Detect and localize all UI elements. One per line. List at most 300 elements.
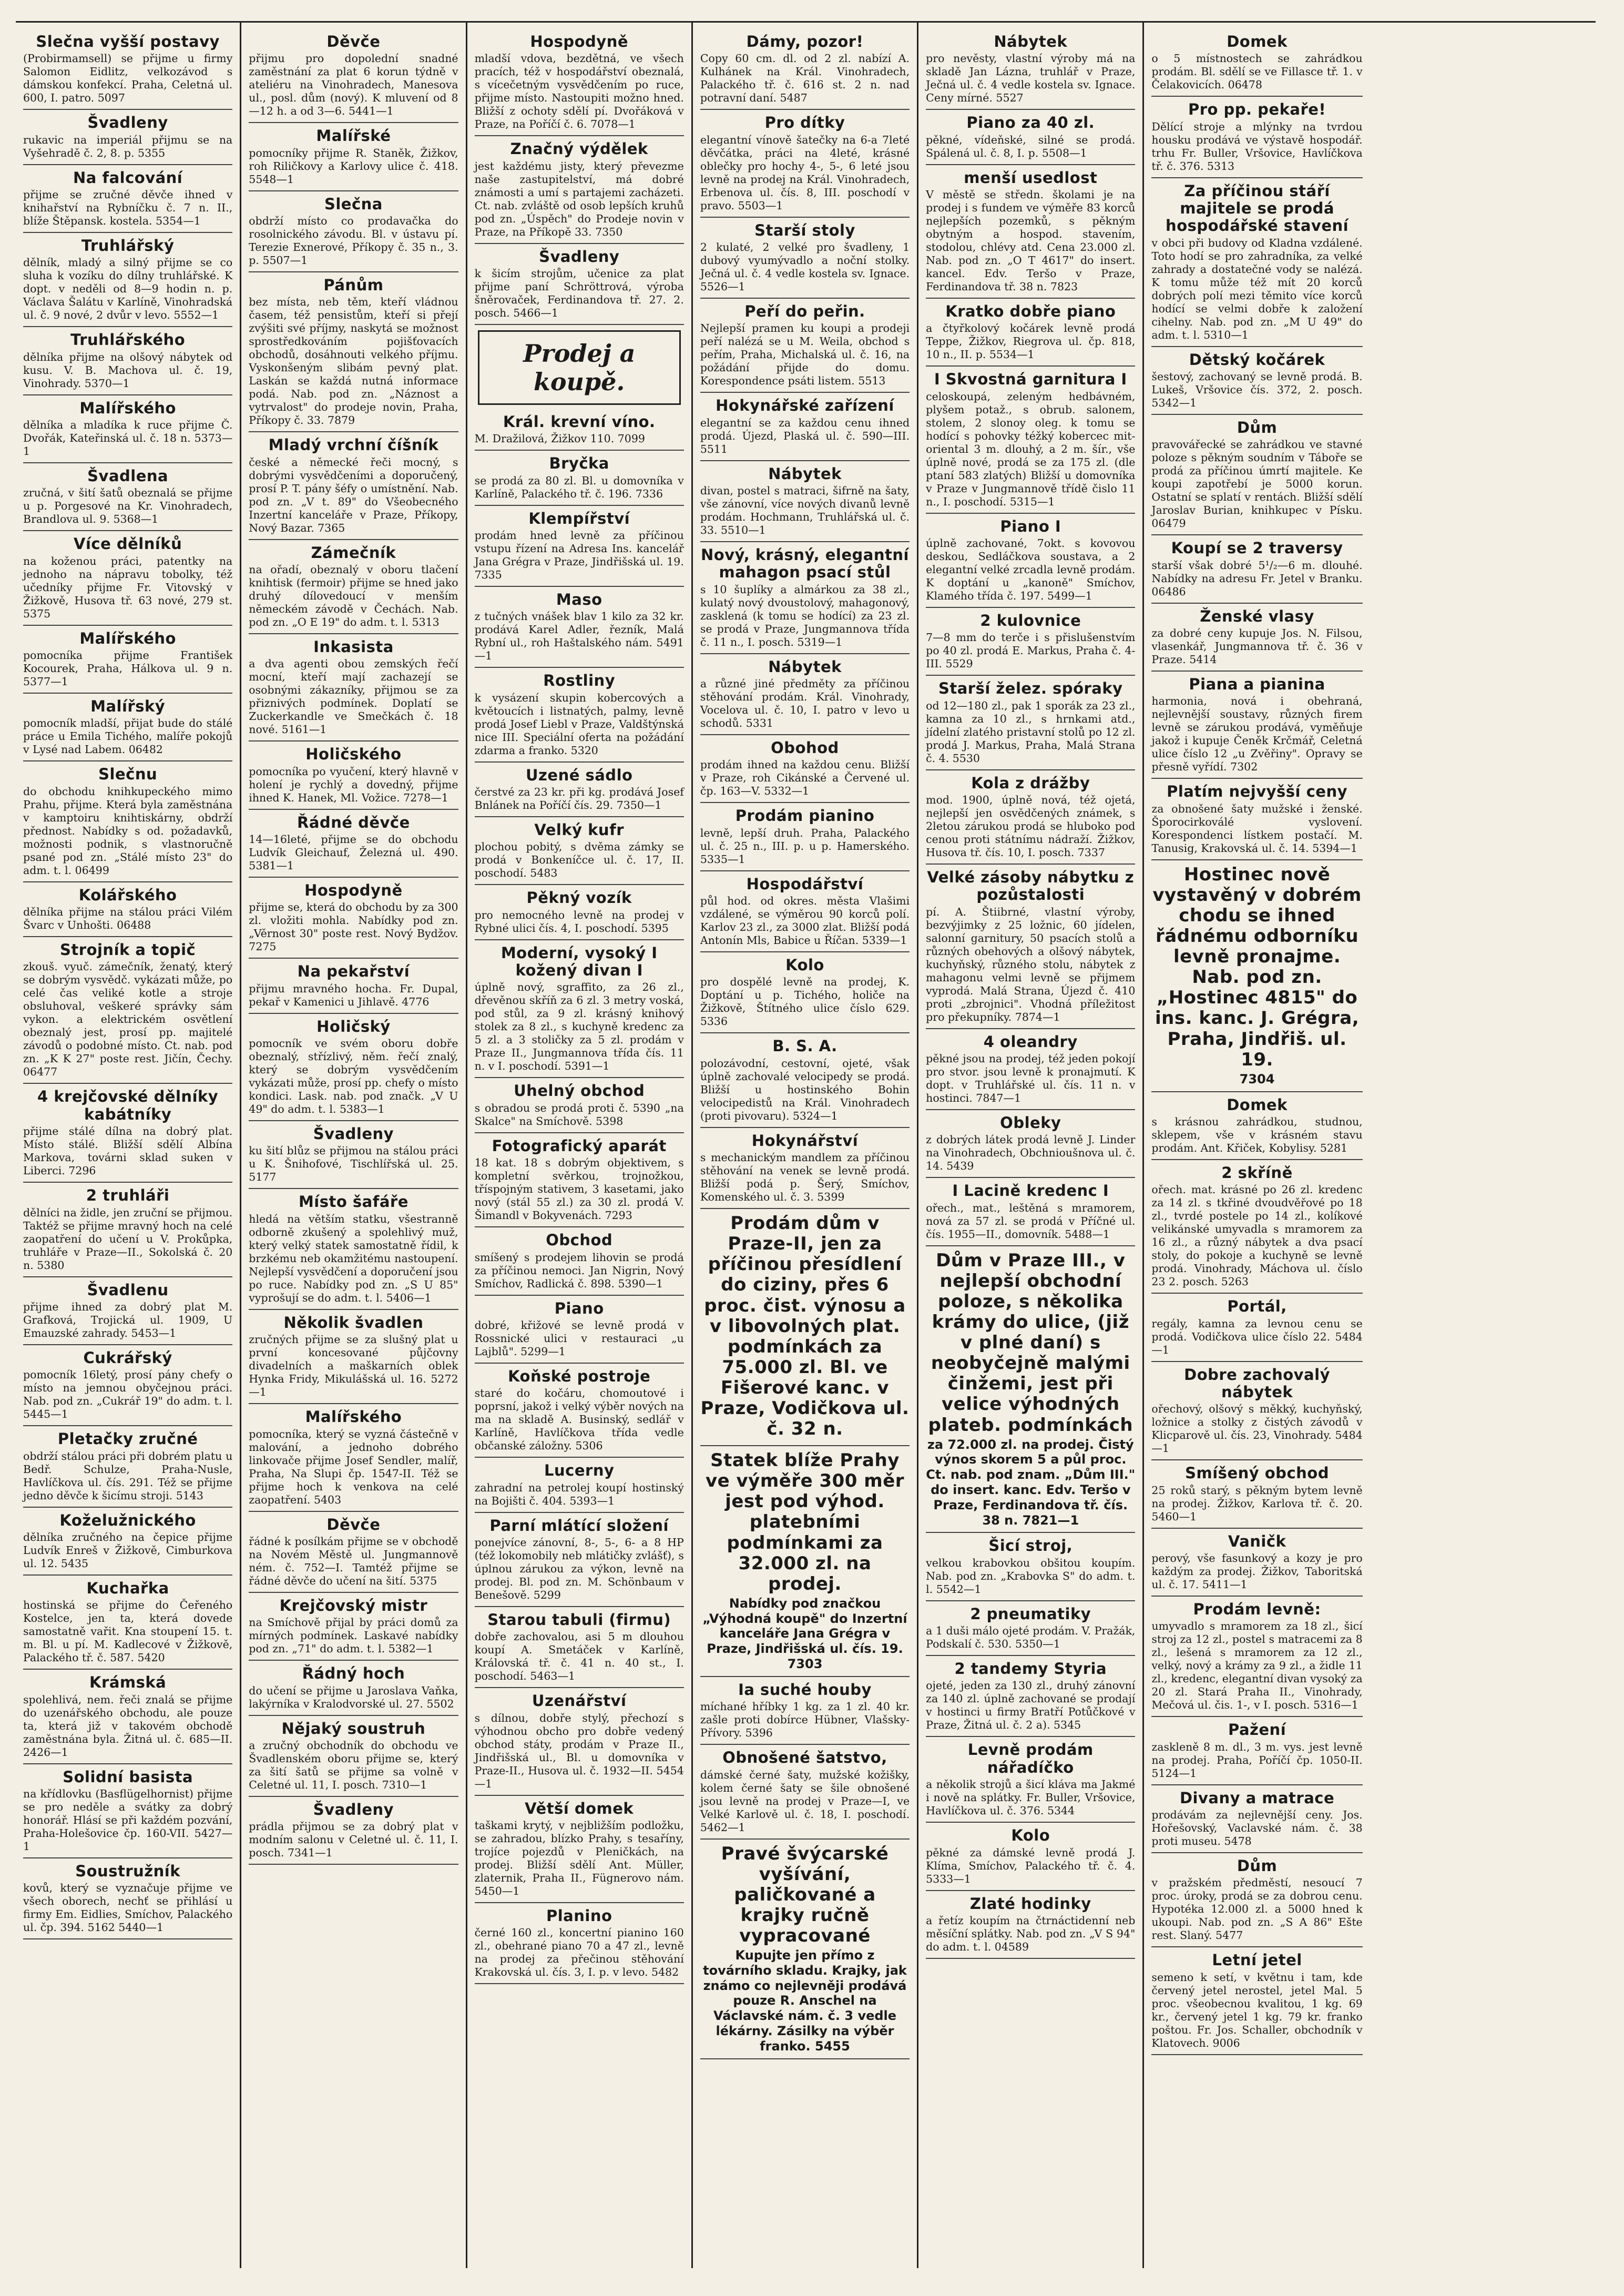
classified-ad <box>700 219 910 299</box>
classified-ad <box>249 960 458 1013</box>
ad-heading: Kolo <box>785 956 824 974</box>
ad-body: a zručný obchodník do obchodu ve Švadlenském oboru přijme se, který za šití šatů se přijme sa volně v Celetné ul. 11, I. posch. 7310—1 <box>249 1739 458 1791</box>
classified-ad <box>23 234 232 327</box>
classified-ad <box>700 655 910 735</box>
ad-body: mod. 1900, úplně nová, též ojetá, nejlepší jen osvědčených známek, s 2letou zárukou prodá se hluboko pod cenou proti státnímu nádraží. Žižkov, Husova tř. čís. 10, I. posch. 7337 <box>926 794 1136 859</box>
ad-heading: Levně prodám nářadíčko <box>967 1741 1094 1776</box>
ad-body: zkouš. vyuč. zámečník, ženatý, který se dobrým vysvědč. vykázati může, po celé čas veliké kotle a stroje obsluhoval, veškeré správky sám vykon. a elektrickém osvětlení obeznalý jest, prosí pp. majitelé závodů o podobné místo. Ct. nab. pod zn. „K K 27" poste rest. Jičín, Čechy. 06477 <box>23 960 233 1079</box>
ad-heading: Domek <box>1227 33 1288 50</box>
ad-heading: Místo šafáře <box>298 1193 408 1211</box>
ad-body: s dílnou, dobře stylý, přechozí s výhodnou obcho pro dobře vedený obchod státy, prodám v Praze II., Jindřišská ul., Bl. u domovníka v Praze-II., Husova ul. č. 1932—II. 5454—1 <box>474 1711 684 1790</box>
classified-ad <box>475 1228 684 1295</box>
ad-heading: 4 oleandry <box>983 1032 1078 1051</box>
classified-ad <box>1151 780 1362 860</box>
ad-body: dělník, mladý a silný přijme se co sluha k vozíku do dílny truhlářské. K dopt. v neděli od 8—9 hodin n. p. Václava Šalátu v Karlíně, Vinohradská ul. č. 9 nové, 2 dvůr v levo. 5552—1 <box>23 256 233 322</box>
ad-heading: Nábytek <box>768 464 842 483</box>
ad-heading: Švadleny <box>313 1125 394 1143</box>
ad-body: dámské černé šaty, mužské kožišky, kolem černé šaty se šile obnošené jsou levně na prodej v Praze—I, ve Velké Karlově ul. č. 18, I. poschodí. 5462—1 <box>700 1768 910 1834</box>
ad-body: české a německé řeči mocný, s dobrými vysvědčeními a doporučený, prosí P. T. pány šéfy o umístnění. Nab. pod zn. „V t. 89" do Všeobecného Inzertní kanceláře v Praze, Příkopy, Nový Bazar. 7365 <box>249 455 458 534</box>
ad-body: na ořadí, obeznalý v oboru tlačení knihtisk (fermoir) přijme se hned jako druhý dílovedoucí v menším německém závodě v Čechách. Nab. pod zn. „O E 19" do adm. t. l. 5313 <box>249 563 458 629</box>
ad-body: pěkné jsou na prodej, též jeden pokojí pro stvor. jsou levně k pronajmutí. K dopt. v Truhlářské ul. čís. 11 n. v hostinci. 7847—1 <box>926 1052 1136 1105</box>
classified-ad <box>249 433 458 540</box>
ad-heading: Za příčinou stáří majitele se prodá hospodářské stavení <box>1166 181 1349 235</box>
classified-ad <box>1151 348 1362 415</box>
classified-ad <box>1151 1363 1362 1461</box>
classified-ad <box>249 124 458 191</box>
ad-heading: Starou tabuli (firmu) <box>487 1610 671 1629</box>
classified-ad <box>475 669 684 762</box>
ad-body: z tučných vnášek blav 1 kilo za 32 kr. prodává Karel Adler, řezník, Malá Rybní ul., roh Haštalského nám. 5491—1 <box>474 610 684 663</box>
classified-ad <box>23 1860 232 1939</box>
classified-ad <box>249 1190 458 1309</box>
classified-ad <box>23 1184 232 1277</box>
ad-body: prodám ihned na každou cenu. Bližší v Praze, roh Cikánské a Červené ul. čp. 163—V. 5332—1 <box>700 758 910 798</box>
classified-ad <box>249 635 458 741</box>
ad-body: a různé jiné předměty za příčinou stěhování prodám. Král. Vinohrady, Vocelova ul. č. 10, I. patro v levo u schodů. 5331 <box>700 677 910 730</box>
classified-ad <box>249 273 458 432</box>
ad-heading: Obchod <box>546 1231 613 1249</box>
ad-body: ořech., mat., leštěná s mramorem, nová za 57 zl. se prodá v Příčné ul. čís. 1955—II., domovník. 5488—1 <box>926 1201 1136 1241</box>
ad-body: harmonia, nová i obehraná, nejlevnější soustavy, různých firem levně se zárukou prodává, vyměňuje jakož i kupuje Čeněk Krčmář, Celetná ulice číslo 12 „u Zvěřiny". Opravy se přesně vyřídí. 7302 <box>1151 695 1363 774</box>
ad-body: od 12—180 zl., pak 1 sporák za 23 zl., kamna za 10 zl., s hrnkami atd., jídelní zlatého pristavní stolů po 12 zl. prodá J. Markus, Praha, Malá Strana č. 4. 5530 <box>926 699 1136 765</box>
classified-ad <box>1151 1461 1362 1528</box>
ad-body: přijme se zručné děvče ihned v knihařství na Rybníčku č. 7 n. II., blíže Štěpansk. kostela. 5354—1 <box>23 188 233 228</box>
ad-body: zručných přijme se za slušný plat u první koncesované půjčovny divadelních a maškarních oblek Hynka Fridy, Mikulášská ul. 16. 5272—1 <box>249 1333 458 1399</box>
ad-heading: Hospodyně <box>304 881 403 900</box>
ad-heading: Statek blíže Prahy ve výměře 300 měr jest pod výhod. platebními podmínkami za 32.000 zl. na prodej. <box>705 1450 905 1594</box>
ad-heading: 4 krejčovské dělníky kabátníky <box>37 1088 219 1123</box>
ad-heading: Obnošené šatstvo, <box>722 1749 887 1767</box>
classified-ad <box>249 192 458 272</box>
ad-body: Dělící stroje a mlýnky na tvrdou housku prodává ve výstavě hospodář. trhu Fr. Buller, Vršovice, Havlíčkova tř. č. 376. 5313 <box>1151 120 1363 172</box>
ad-body: 2 kulaté, 2 velké pro švadleny, 1 dubový vyumývadlo a noční stolky. Ječná ul. č. 4 vedle kostela sv. Ignace. 5526—1 <box>700 241 910 293</box>
classified-ad <box>926 1602 1135 1656</box>
ad-heading: Piano za 40 zl. <box>966 114 1095 132</box>
column-2 <box>241 23 467 2268</box>
ad-heading: Pánům <box>323 276 384 294</box>
ad-heading: Hostinec nově vystavěný v dobrém chodu se ihned řádnému odborníku levně pronajme. Nab. pod zn. „Hostinec 4815" do ins. kanc. J. Grégra, Praha, Jindřiš. ul. 19. <box>1152 863 1362 1070</box>
classified-ad <box>23 763 232 882</box>
classified-ad <box>700 300 910 393</box>
ad-body: pomocníka, který se vyzná částečně v malování, a jednoho dobrého linkovače přijme Josef Sendler, malíř, Praha, Na Slupi čp. 1547-II. Též se přijme hoch k venkova na celé zaopatření. 5403 <box>249 1427 458 1506</box>
classified-ad <box>475 1904 684 1984</box>
ad-heading: Uzené sádlo <box>525 766 633 784</box>
ad-body: přijmu mravného hocha. Fr. Dupal, pekař v Kamenici u Jihlavě. 4776 <box>249 982 458 1008</box>
classified-ad <box>700 543 910 654</box>
classified-ad <box>926 515 1135 608</box>
section-heading-text: Prodej a koupě. <box>523 339 636 397</box>
classified-ad <box>1151 1598 1362 1717</box>
ad-heading: Piana a pianina <box>1189 675 1325 694</box>
ad-body: dělníka a mladíka k ruce přijme Č. Dvořák, Kateřinská ul. č. 18 n. 5373—1 <box>23 419 233 458</box>
classified-ad <box>475 764 684 817</box>
classified-ad <box>249 30 458 123</box>
ad-heading: Řádné děvče <box>297 813 410 831</box>
classified-ad <box>249 1122 458 1189</box>
ad-heading: Nábytek <box>768 657 842 676</box>
classified-ad <box>249 1513 458 1593</box>
ad-heading: Piano I <box>1000 517 1061 535</box>
ad-heading: Děvče <box>326 33 381 50</box>
ad-body: dělníka přijme na stálou práci Vilém Švarc v Unhošti. 06488 <box>23 906 233 932</box>
ad-body: zaskleně 8 m. dl., 3 m. vys. jest levně na prodej. Praha, Poříčí čp. 1050-II. 5124—1 <box>1151 1740 1363 1780</box>
ad-heading: Portál, <box>1227 1297 1287 1316</box>
ad-body: kovů, který se vyznačuje přijme ve všech oborech, nechť se přihlásí u firmy Em. Eidlies, Smíchov, Palackého ul. čp. 394. 5162 5440—1 <box>23 1882 233 1934</box>
classified-ad <box>23 111 232 165</box>
ad-heading: Piano <box>554 1299 604 1317</box>
ad-body: hostinská se přijme do Čeřeného Kostelce, jen ta, která dovede samostatně vařit. Kna stoupení 15. t. m. Bl. u pí. M. Kadlecové v Žižkově, Palackého tř. č. 587. 5420 <box>23 1599 233 1664</box>
classified-ad <box>23 397 232 463</box>
classified-ad <box>1151 1093 1362 1160</box>
ad-heading: Malířského <box>305 1408 402 1426</box>
ad-body: rukavic na imperiál přijmu se na Vyšehradě č. 2, 8. p. 5355 <box>23 133 233 159</box>
ad-body: Nabídky pod značkou „Výhodná koupě" do Inzertní kanceláře Jana Grégra v Praze, Jindřišská ul. čís. 19. 7303 <box>702 1596 907 1672</box>
ad-body: dělníka zručného na čepice přijme Ludvík Enreš v Žižkově, Cimburkova ul. 12. 5435 <box>23 1530 233 1570</box>
ad-heading: Kratko dobře piano <box>945 302 1116 321</box>
ad-body: perový, vše fasunkový a kozy je pro každým za prodej. Žižkov, Taboritská ul. č. 17. 5411—1 <box>1151 1551 1363 1591</box>
ad-body: k vysázení skupin kobercových a květoucích i listnatých, palmy, levně prodá Josef Liebl v Praze, Valdštýnská nice III. Speciální oferta na požádání zdarma a franko. 5320 <box>474 691 684 757</box>
ad-body: dobře zachovalou, asi 5 m dlouhou koupí A. Smetáček v Karlíně, Královská tř. č. 41 n. 40 st., I. poschodí. 5463—1 <box>474 1630 684 1683</box>
ad-body: zahradní na petrolej koupí hostinský na Bojišti č. 404. 5393—1 <box>474 1481 684 1507</box>
ad-body: a čtyřkolový kočárek levně prodá Teppe, Žižkov, Riegrova ul. čp. 818, 10 n., II. p. 5534—1 <box>926 322 1136 361</box>
ad-heading: Pěkný vozík <box>526 889 632 907</box>
ad-body: a několik strojů a šicí kláva ma Jakmé i nově na splátky. Fr. Buller, Vršovice, Havlíčkova ul. č. 376. 5344 <box>926 1778 1136 1817</box>
ad-body: přijme ihned za dobrý plat M. Grafková, Trojická ul. 1909, U Emauzské zahrady. 5453—1 <box>23 1300 233 1339</box>
ad-body: pomocníka po vyučení, který hlavně v holení je rychlý a dovedný, přijme ihned K. Hanek, Ml. Vožice. 7278—1 <box>249 765 458 804</box>
column-6 <box>1144 23 1370 2268</box>
ad-heading: Holičského <box>305 745 402 764</box>
ad-heading: Hospodyně <box>530 33 629 50</box>
classified-ad <box>1151 605 1362 672</box>
ad-body: spolehlivá, nem. řeči znalá se přijme do uzenářského obchodu, ale pouze ta, která již v takovém obchodě zaměstnána byla. Žitná ul. č. 685—II. 2426—1 <box>23 1693 233 1759</box>
classified-ad <box>475 588 684 668</box>
ad-heading: Malířského <box>79 629 176 647</box>
ad-body: a 1 duši málo ojeté prodám. V. Pražák, Podskalí č. 530. 5350—1 <box>926 1624 1136 1651</box>
ad-heading: Divany a matrace <box>1179 1789 1335 1807</box>
ad-heading: Klempířství <box>528 509 630 527</box>
ad-heading: Truhlářský <box>81 237 175 255</box>
ad-heading: Planino <box>546 1906 612 1925</box>
ad-heading: Krámská <box>89 1673 167 1692</box>
column-1 <box>16 23 241 2268</box>
ad-heading: Zámečník <box>311 543 396 562</box>
classified-ad <box>475 1689 684 1795</box>
classified-ad <box>1151 673 1362 779</box>
ad-heading: Pažení <box>1228 1721 1286 1739</box>
ad-body: smíšený s prodejem lihovin se prodá za příčinou nemoci. Jan Nigrin, Nový Smíchov, Radlická č. 898. 5390—1 <box>474 1251 684 1290</box>
ad-heading: Slečna <box>324 195 383 213</box>
classified-ad <box>249 1015 458 1121</box>
classified-ad <box>926 771 1135 865</box>
ad-heading: Značný výdělek <box>510 140 648 158</box>
ad-heading: Ženské vlasy <box>1200 607 1314 625</box>
classified-ad <box>23 1509 232 1576</box>
ad-body: M. Dražilová, Žižkov 110. 7099 <box>474 432 645 445</box>
ad-heading: Starší želez. spóraky <box>938 679 1123 698</box>
ad-heading: Dům <box>1237 1856 1278 1875</box>
ad-body: s obradou se prodá proti č. 5390 „na Skalce" na Smíchově. 5398 <box>474 1101 684 1127</box>
classified-ad <box>926 1824 1135 1891</box>
classified-ad <box>23 166 232 233</box>
ad-heading: Švadleny <box>539 247 620 266</box>
classified-ad <box>475 886 684 940</box>
ad-body: míchané hříbky 1 kg. za 1 zl. 40 kr. zašle proti dobírce Hübner, Vlašsky-Přívory. 5396 <box>700 1700 910 1740</box>
classified-ad <box>249 1662 458 1715</box>
ad-heading: Mladý vrchní číšník <box>268 436 439 454</box>
ad-body: s mechanickým mandlem za příčinou stěhování na venek se levně prodá. Bližší podá p. Šerý, Smíchov, Komenského ul. č. 3. 5399 <box>700 1151 910 1204</box>
ad-heading: Nábytek <box>994 33 1068 50</box>
ad-heading: Letní jetel <box>1212 1951 1302 1969</box>
classified-ad <box>475 1459 684 1512</box>
classified-ad <box>700 1841 910 2059</box>
classified-ad <box>249 1405 458 1511</box>
classified-ad <box>23 1427 232 1507</box>
ad-heading: 2 tandemy Styria <box>954 1660 1107 1678</box>
ad-heading: Několik švadlen <box>283 1313 424 1332</box>
ad-heading: Fotografický aparát <box>492 1136 667 1155</box>
ad-body: prádla přijmou se za dobrý plat v modním salonu v Celetné ul. č. 11, I. posch. 7341—1 <box>249 1820 458 1860</box>
ad-heading: Hokynářské zařízení <box>716 397 894 415</box>
classified-ad <box>700 394 910 461</box>
ad-heading: Švadleny <box>313 1800 394 1818</box>
ad-body: ořechový, olšový s měkký, kuchyňský, ložnice a stolky z čistých závodů v Klicparově ul. čís. 23, Vinohrady. 5484—1 <box>1151 1403 1363 1455</box>
ad-heading: Nějaký soustruh <box>281 1719 426 1738</box>
classified-ad <box>475 818 684 885</box>
ad-body: do učení se přijme u Jaroslava Vaňka, lakýrníka v Kralodvorské ul. 27. 5502 <box>249 1684 458 1710</box>
ad-body: za dobré ceny kupuje Jos. N. Filsou, vlasenkář, Jungmannova tř. č. 36 v Praze. 5414 <box>1151 627 1363 666</box>
ad-heading: I Skvostná garnitura I <box>934 370 1127 389</box>
ad-heading: Prodám pianino <box>735 807 875 825</box>
ad-heading: Inkasista <box>313 638 394 656</box>
classified-ad <box>700 804 910 871</box>
classified-ad <box>1151 1161 1362 1294</box>
ad-heading: 2 pneumatiky <box>970 1604 1091 1623</box>
classified-ad <box>700 1678 910 1745</box>
ad-body: v pražském předměstí, nesoucí 7 proc. úroky, prodá se za dobrou cenu. Hypotéka 12.000 zl. a 5000 hned k ukoupi. Nab. pod zn. „S A 86" Ešte rest. Slaný. 5477 <box>1151 1876 1363 1942</box>
classified-ad <box>926 1534 1135 1601</box>
ad-heading: Švadleny <box>87 114 168 132</box>
ad-heading: Dům v Praze III., v nejlepší obchodní poloze, s několika krámy do ulice, (již v plné daní) s neobyčejně malými činžemi, jest při velice výhodných plateb. podmínkách <box>928 1249 1133 1436</box>
ad-body: plochou pobitý, s dvěma zámky se prodá v Bonkeníčce ul. č. 17, II. poschodí. 5483 <box>474 840 684 880</box>
ad-body: s krásnou zahrádkou, studnou, sklepem, vše v krásném stavu prodám. Ant. Křiček, Kobylisy. 5281 <box>1151 1115 1363 1154</box>
ad-heading: Král. krevní víno. <box>503 413 656 431</box>
ad-heading: Velký kufr <box>534 821 624 839</box>
section-heading <box>478 330 681 405</box>
ad-heading: Větší domek <box>525 1799 634 1817</box>
ad-heading: Soustružník <box>75 1862 181 1880</box>
classified-ad <box>1151 30 1362 97</box>
ad-heading: B. S. A. <box>772 1037 837 1055</box>
ad-heading: Koželužnického <box>59 1511 196 1529</box>
classified-ad <box>926 1030 1135 1110</box>
column-3 <box>467 23 693 2268</box>
classified-ad <box>700 1447 910 1677</box>
ad-body: pomocník mladší, přijat bude do stálé práce u Emila Tichého, malíře pokojů v Lysé nad Labem. 06482 <box>23 717 233 756</box>
ad-body: do obchodu knihkupeckého mimo Prahu, přijme. Která byla zaměstnána v kamptoiru knihtiskárny, obdrží přednost. Nabídky s od. požadavků, možnosti podnik, s vlastnoručně psané pod zn. „Stálé místo 23" do adm. t. l. 06499 <box>23 785 233 877</box>
classified-ad <box>1151 861 1362 1092</box>
ad-body: V městě se středn. školami je na prodej i s fundem ve výměře 83 korců nejlepších pozemků, s pěkným obytným a hospod. stavením, stodolou, chlévy atd. Cena 23.000 zl. Nab. pod zn. „O T 4617" do insert. kancel. Edv. Teršo v Praze, Ferdinandova tř. 38 n. 7823 <box>926 188 1136 293</box>
ad-heading: Ia suché houby <box>738 1680 872 1699</box>
column-4 <box>693 23 918 2268</box>
ad-body: za 72.000 zl. na prodej. Čistý výnos skorem 5 a půl proc. Ct. nab. pod znam. „Dům III." do insert. kanc. Edv. Teršo v Praze, Ferdinandova tř. čís. 38 n. 7821—1 <box>926 1437 1136 1528</box>
ad-heading: Cukrářský <box>83 1348 172 1367</box>
classified-ad <box>475 452 684 505</box>
ad-body: ku šití blůz se přijmou na stálou práci u K. Šnihofové, Tischlířská ul. 25. 5177 <box>249 1144 458 1184</box>
ad-heading: 2 kulovnice <box>980 612 1081 630</box>
classified-ad <box>23 30 232 110</box>
ad-body: dobré, křižové se levně prodá v Rossnické ulici v restauraci „u Lajblů". 5299—1 <box>474 1318 684 1358</box>
ad-heading: Děvče <box>326 1515 381 1533</box>
ad-body: obdrží stálou práci při dobrém platu u Bedř. Schulze, Praha-Nusle, Havlíčkova ul. čís. 291. Též se přijme jedno děvče k šicímu stroji. 5143 <box>23 1449 233 1502</box>
classified-ad <box>23 883 232 937</box>
ad-body: přijme se, která do obchodu by za 300 zl. vložiti mohla. Nabídky pod zn. „Věrnost 30" poste rest. Nový Bydžov. 7275 <box>249 901 458 953</box>
classified-ad <box>700 872 910 952</box>
ad-heading: Holičský <box>316 1017 391 1035</box>
ad-heading: Bryčka <box>549 454 609 473</box>
classified-ad <box>926 300 1135 367</box>
ad-body: divan, postel s matraci, šifrně na šaty, vše zánovní, více nových divanů levně prodám. Hochmann, Truhlářská ul. č. 33. 5510—1 <box>700 484 910 537</box>
classified-ad <box>700 1034 910 1127</box>
ad-heading: Šicí stroj, <box>988 1537 1073 1555</box>
ad-heading: Rostliny <box>543 672 616 690</box>
ad-body: přijmu pro dopolední snadné zaměstnání za plat 6 korun týdně v ateliéru na Vinohradech, Manesova ul., posl. dům (nový). K mluvení od 8—12 h. a od 3—6. 5441—1 <box>249 52 458 118</box>
ad-heading: Švadlena <box>87 467 169 485</box>
classified-ad <box>249 743 458 809</box>
classified-ad <box>1151 416 1362 535</box>
ad-body: 14—16leté, přijme se do obchodu Ludvík Gleichauf, Železná ul. 490. 5381—1 <box>249 833 458 872</box>
classified-ad <box>475 1514 684 1607</box>
ad-body: polozávodní, cestovní, ojeté, však úplně zachovalé velocipedy se prodá. Bližší u hostinského Bohin velocipedistů na Král. Vinohradech (proti pivovaru). 5324—1 <box>700 1056 910 1122</box>
classified-ad <box>700 111 910 217</box>
ad-heading: Pro dítky <box>764 114 845 132</box>
ad-body: levně, lepší druh. Praha, Palackého ul. č. 25 n., III. p. u p. Hamerského. 5335—1 <box>700 826 910 866</box>
ad-heading: Smíšený obchod <box>1185 1464 1329 1482</box>
classified-page <box>16 21 1596 2268</box>
ad-body: starší však dobré 5¹/₂—6 m. dlouhé. Nabídky na adresu Fr. Jetel v Branku. 06486 <box>1151 558 1363 598</box>
ad-body: pro nevěsty, vlastní výroby má na skladě Jan Lázna, truhlář v Praze, Ječná ul. č. 4 vedle kostela sv. Ignace. Ceny mírné. 5527 <box>926 52 1136 105</box>
ad-heading: Hospodářství <box>746 875 864 893</box>
ad-body: na Smíchově přijal by práci domů za mírných podmínek. Laskavé nabídky pod zn. „71" do adm. t. l. 5382—1 <box>249 1616 458 1655</box>
ad-heading: Platím nejvyšší ceny <box>1167 783 1348 801</box>
classified-ad <box>249 1311 458 1404</box>
ad-heading: Nový, krásný, elegantní mahagon psací stůl <box>701 546 909 582</box>
classified-ad <box>926 1892 1135 1959</box>
classified-ad <box>475 507 684 587</box>
ad-heading: Prodám levně: <box>1193 1600 1321 1618</box>
ad-heading: Uhelný obchod <box>514 1082 645 1100</box>
ad-heading: Na pekařství <box>297 962 410 981</box>
classified-ad <box>23 1278 232 1345</box>
classified-ad <box>475 1297 684 1364</box>
classified-ad <box>1151 1718 1362 1785</box>
ad-body: pro nemocného levně na prodej v Rybné ulici čís. 4, I. poschodí. 5395 <box>474 908 684 934</box>
classified-ad <box>926 1111 1135 1178</box>
classified-ad <box>475 245 684 325</box>
ad-heading: Pro pp. pekaře! <box>1188 100 1326 119</box>
ad-body: o 5 místnostech se zahrádkou prodám. Bl. sdělí se ve Fillasce tř. 1. v Čelakovicích. 06478 <box>1151 52 1363 92</box>
classified-ad <box>926 368 1135 513</box>
ad-body: se prodá za 80 zl. Bl. u domovníka v Karlíně, Palackého tř. č. 196. 7336 <box>474 474 684 500</box>
classified-ad <box>249 811 458 878</box>
classified-ad <box>249 1798 458 1865</box>
ad-body: 7304 <box>1239 1071 1275 1086</box>
ad-body: obdrží místo co prodavačka do rosolnického závodu. Bl. v ústavu pí. Terezie Exnerové, Příkopy č. 35 n., 3. p. 5507—1 <box>249 215 458 267</box>
ad-body: řádné k posílkám přijme se v obchodě na Novém Městě ul. Jungmannově ném. č. 752—I. Tamtéž přijme se řádné děvče do učení na šití. 5375 <box>249 1535 458 1587</box>
ad-heading: I Lacině kredenc I <box>952 1182 1109 1200</box>
classified-ad <box>475 410 684 451</box>
ad-heading: Malířské <box>316 127 391 145</box>
classified-ad <box>700 1210 910 1446</box>
ad-body: mladší vdova, bezdětná, ve všech pracích, též v hospodářství obeznalá, s vícečetným vysvědčením po ruce, přijme místo. Nastoupiti možno hned. Bližší z ochoty sdělí pí. Dvořáková v Praze, na Poříčí č. 6. 7078—1 <box>474 52 684 131</box>
ad-heading: Moderní, vysoký I kožený divan I <box>501 943 658 980</box>
ad-heading: 2 skříně <box>1221 1163 1293 1182</box>
classified-ad <box>926 1247 1135 1533</box>
ad-body: pro dospělé levně na prodej, K. Doptání u p. Tichého, holiče na Žižkově, Štítného ulice číslo 629. 5336 <box>700 976 910 1028</box>
ad-body: (Probirmamsell) se přijme u firmy Salomon Eidlitz, velkozávod s dámskou konfekcí. Praha, Celetná ul. 600, I. patro. 5097 <box>23 52 233 105</box>
ad-body: ořech. mat. krásné po 26 zl. kredenc za 14 zl. s tkřiné dvoudvěřové po 18 zl., tvrdé postele po 14 zl., kolíkové velikánské umyvadla s mramorem za 16 zl., a různý nábytek a dva psací stoly, do pokoje a kuchyně se levně prodá. Vinohrady, Máchova ul. číslo 23 2. posch. 5263 <box>1151 1183 1363 1288</box>
classified-ad <box>475 941 684 1079</box>
ad-body: jest každému jisty, který převezme naše zastupitelství, má dobré známosti a umí s partajemi zacházeti. Ct. nab. zvláště od osob lepších kruhů pod zn. „Úspěch" do Prodeje novin v Praze, na Příkopě 33. 7350 <box>474 159 684 238</box>
ad-body: pomocníky přijme R. Staněk, Žižkov, roh Riličkovy a Karlovy ulice č. 418. 5548—1 <box>249 146 458 186</box>
classified-ad <box>926 1657 1135 1737</box>
classified-ad <box>23 1671 232 1764</box>
classified-ad <box>700 462 910 542</box>
ad-heading: Slečnu <box>98 765 158 784</box>
ad-body: pěkné za dámské levně prodá J. Klíma, Smíchov, Palackého tř. č. 4. 5333—1 <box>926 1846 1136 1885</box>
ad-heading: Obohod <box>771 739 839 757</box>
ad-body: s 10 šuplíky a almárkou za 38 zl., kulatý nový dvoustolový, mahagonový, zasklená (k tomu se hodící) za 23 zl. se prodá v Praze, Jungmannova třída č. 11 n., I. posch. 5319—1 <box>700 583 910 648</box>
ad-heading: Malířského <box>79 399 176 417</box>
ad-heading: Vaničk <box>1228 1532 1286 1550</box>
ad-heading: Kola z drážby <box>971 774 1090 792</box>
ad-heading: Více dělníků <box>74 535 182 553</box>
ad-body: Kupujte jen přímo z továrního skladu. Krajky, jak známo co nejlevněji prodává pouze R. Anschel na Václavské nám. č. 3 vedle lékárny. Zásilky na výběr franko. 5455 <box>703 1947 907 2054</box>
ad-body: pěkné, vídeňské, silné se prodá. Spálená ul. č. 8, I. p. 5508—1 <box>926 133 1136 159</box>
ad-body: dělníka přijme na olšový nábytek od kusu. V. B. Machova ul. č. 19, Vinohrady. 5370—1 <box>23 350 233 390</box>
classified-ad <box>926 1738 1135 1823</box>
ad-body: semeno k setí, v květnu i tam, kde červený jetel nerostel, jetel Mal. 5 proc. všeobecnou kvalitou, 1 kg. 69 kr., červený jetel 1 kg. 79 kr. franko poštou. Fr. Jos. Schaller, obchodník v Klatovech. 9006 <box>1151 1970 1363 2049</box>
ad-body: elegantní vínově šatečky na 6-a 7leté děvčátka, práci na 4leté, krásné oblečky pro hochy 4-, 5-, 6 leté jsou levně na prodej na Král. Vinohradech, Erbenova ul. čís. 8, III. poschodí v pravo. 5503—1 <box>700 133 910 212</box>
classified-ad <box>1151 1854 1362 1947</box>
ad-body: staré do kočáru, chomoutové i poprsní, jakož i velký výběr nových na ma na skladě A. Businský, sedlář v Karlíně, Havlíčkova třída vedle občanské záložny. 5306 <box>474 1387 684 1452</box>
ad-heading: Prodám dům v Praze-II, jen za příčinou přesídlení do ciziny, přes 6 proc. čist. výnosu a v libovolných plat. podmínkách za 75.000 zl. Bl. ve Fišerové kanc. v Praze, Vodičkova ul. č. 32 n. <box>700 1213 910 1440</box>
ad-body: Copy 60 cm. dl. od 2 zl. nabízí A. Kulhánek na Král. Vinohradech, Palackého tř. č. 616 st. 2 n. nad potravní daní. 5487 <box>700 52 910 105</box>
classified-ad <box>700 953 910 1033</box>
ad-heading: Maso <box>556 591 602 609</box>
classified-ad <box>475 137 684 243</box>
ad-body: na koženou práci, patentky na jednoho na nápravu tobolky, též učedníky přijme Fr. Vitovský v Žižkově, Husova tř. 63 nové, 279 st. 5375 <box>23 554 233 620</box>
ad-body: čerstvé za 23 kr. při kg. prodává Josef Bnlánek na Poříčí čís. 29. 7350—1 <box>474 786 684 812</box>
ad-heading: Pletačky zručné <box>57 1430 198 1448</box>
ad-heading: menší usedlost <box>964 168 1098 187</box>
classified-ad <box>249 541 458 634</box>
classified-ad <box>475 1079 684 1133</box>
classified-ad <box>1151 1948 1362 2055</box>
classified-ad <box>23 1577 232 1670</box>
column-5 <box>918 23 1144 2268</box>
classified-ad <box>926 1179 1135 1246</box>
ad-body: pomocník 16letý, prosí pány chefy o místo na jemnou obyčejnou práci. Nab. pod zn. „Cukrář 19" do adm. t. l. 5445—1 <box>23 1368 233 1421</box>
ad-body: dělníci na židle, jen zruční se přijmou. Taktéž se přijme mravný hoch na celé zaopatření do učení u V. Prokůpka, truhláře v Praze—II., Sokolská č. 20 n. 5380 <box>23 1206 233 1272</box>
ad-heading: Koupí se 2 traversy <box>1171 539 1343 557</box>
ad-body: prodám hned levně za příčinou vstupu řízení na Adresa Ins. kancelář Jana Grégra v Praze, Jindřišská ul. 19. 7335 <box>474 529 684 582</box>
ad-heading: Dům <box>1237 419 1278 437</box>
classified-ad <box>926 111 1135 165</box>
classified-ad <box>23 1085 232 1183</box>
ad-body: bez místa, neb těm, kteří vládnou časem, též pensistům, kteří si přejí zvýšiti své příjmy, naskytá se možnost sprostředkováním pojišťovacích obchodů, dosáhnouti velkého příjmu. Vyskonšeným slibám pevný plat. Laskán se každá nutná informace podá. Nab. pod zn. „Náznost a vytrvalost" do prodeje novin, Praha, Příkopy č. 33. 7879 <box>249 296 458 427</box>
ad-body: a dva agenti obou zemských řečí mocní, kteří mají zachazejí se osobnými zákazníky, přijmou se za přiznivých podmínek. Doplatí se Zuckerkandle ve Smečkách č. 18 nové. 5161—1 <box>249 657 458 736</box>
ad-body: šestový, zachovaný se levně prodá. B. Lukeš, Vršovice čís. 372, 2. posch. 5342—1 <box>1151 370 1363 410</box>
